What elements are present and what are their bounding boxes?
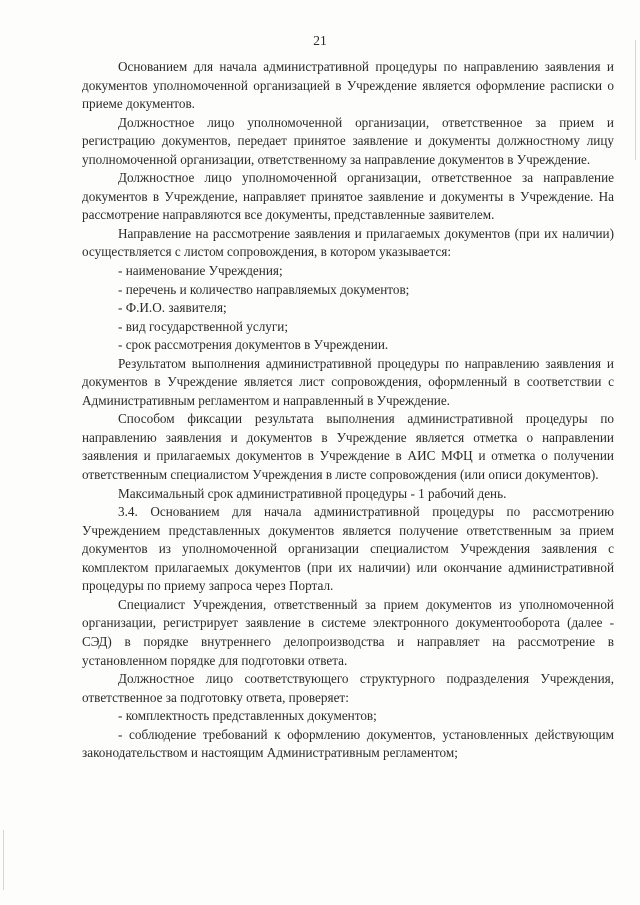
document-body (82, 58, 614, 763)
list-item: - перечень и количество направляемых документов; (118, 281, 410, 297)
paragraph: Результатом выполнения административной процедуры по направлению заявления и документов в Учреждение является лист сопровождения, оформленный в соответствии с Административным регламентом и направленный в Учреждение. (82, 355, 614, 408)
paragraph: Максимальный срок административной процедуры - 1 рабочий день. (118, 485, 507, 501)
page-number: 21 (313, 33, 327, 48)
list-item: - наименование Учреждения; (118, 263, 283, 279)
list-item: - вид государственной услуги; (118, 318, 289, 334)
paragraph: Должностное лицо уполномоченной организации, ответственное за направление документов в Учреждение, направляет принятое заявление и документы в Учреждение. На рассмотрение направляются все документы, представленные заявителем. (82, 170, 614, 223)
paragraph: 3.4. Основанием для начала административной процедуры по рассмотрению Учреждением представленных документов является получение ответственным за прием документов из уполномоченной организации специалистом Учреждения заявления с комплектом прилагаемых документов (при их наличии) или окончание административной процедуры по приему запроса через Портал. (82, 504, 614, 594)
list-item: - срок рассмотрения документов в Учреждении. (118, 337, 389, 353)
scan-edge-mark (635, 40, 636, 160)
paragraph: Должностное лицо соответствующего структурного подразделения Учреждения, ответственное за подготовку ответа, проверяет: (82, 671, 614, 705)
paragraph: Основанием для начала административной процедуры по направлению заявления и документов уполномоченной организацией в Учреждение является оформление расписки о приеме документов. (82, 59, 614, 112)
paragraph: Должностное лицо уполномоченной организации, ответственное за прием и регистрацию документов, передает принятое заявление и документы должностному лицу уполномоченной организации, ответственному за направление документов в Учреждение. (82, 114, 614, 167)
paragraph: Направление на рассмотрение заявления и прилагаемых документов (при их наличии) осуществляется с листом сопровождения, в котором указывается: (82, 225, 614, 260)
paragraph: Способом фиксации результата выполнения административной процедуры по направлению заявления и документов в Учреждение является отметка о направлении заявления и прилагаемых документов в Учреждение в АИС МФЦ и отметка о получении ответственным специалистом Учреждения в листе сопровождения (или описи документов). (82, 411, 614, 483)
scan-edge-mark (3, 830, 4, 890)
paragraph: Специалист Учреждения, ответственный за прием документов из уполномоченной организации, регистрирует заявление в системе электронного документооборота (далее - СЭД) в порядке внутреннего делопроизводства и направляет на рассмотрение в установленном порядке для подготовки ответа. (82, 596, 614, 668)
list-item: - Ф.И.О. заявителя; (118, 300, 227, 316)
list-item: - комплектность представленных документов; (118, 708, 377, 724)
list-item: - соблюдение требований к оформлению документов, установленных действующим законодательством и настоящим Административным регламентом; (82, 726, 614, 761)
